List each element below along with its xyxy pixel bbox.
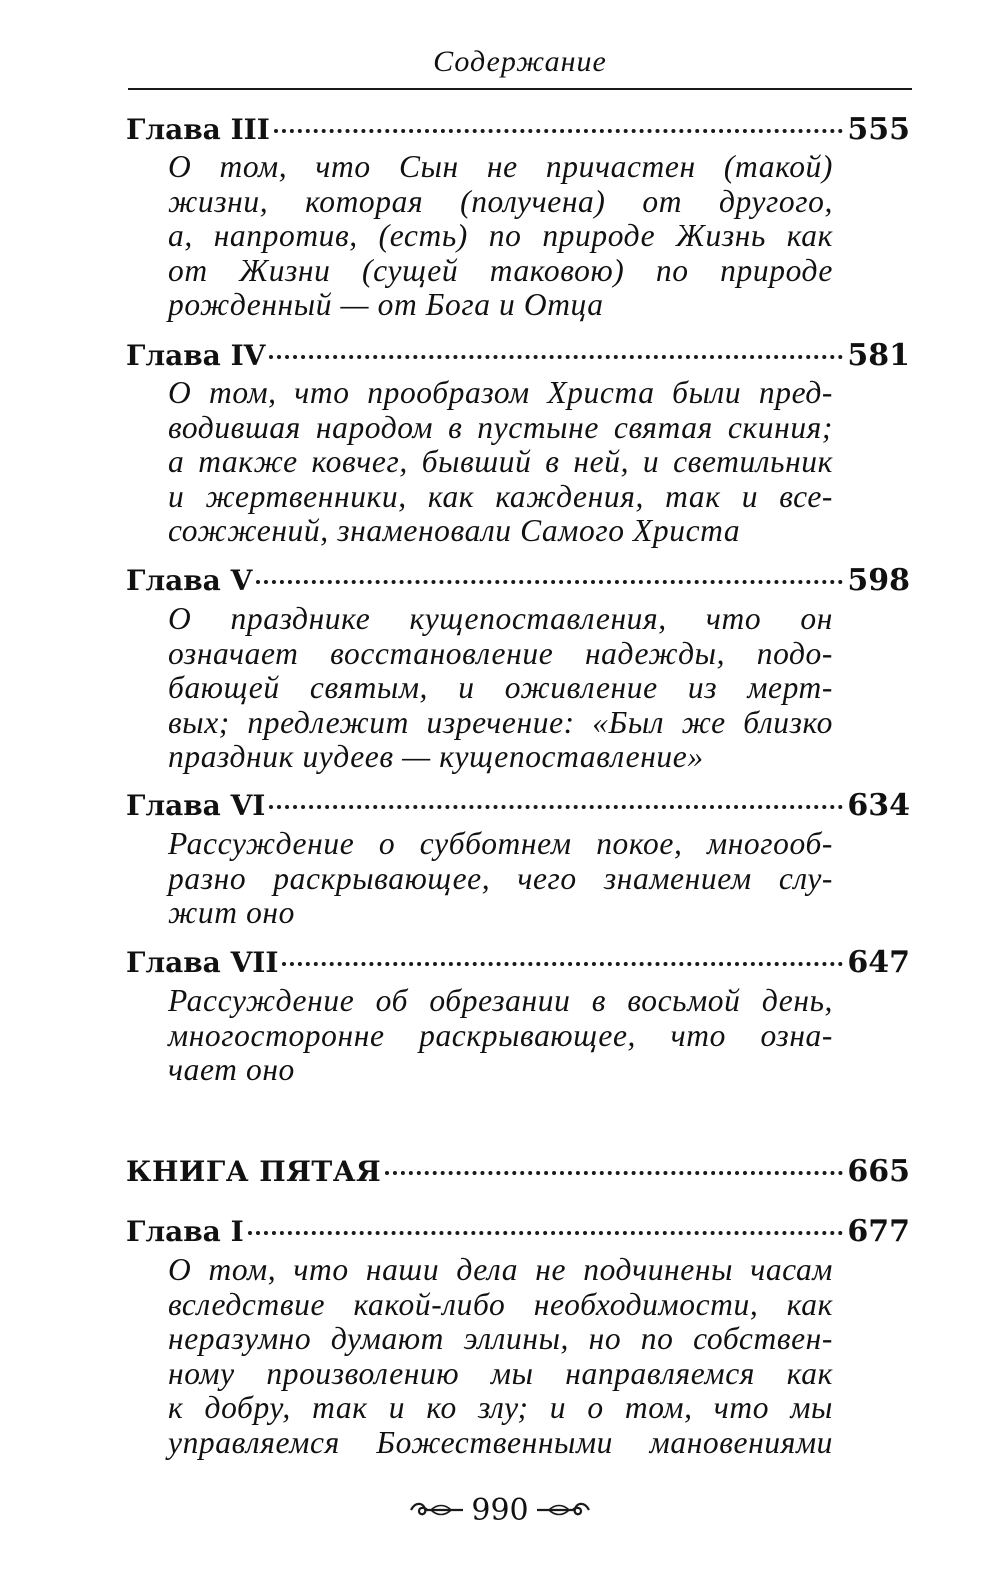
description-line: жизни, которая (получена) от другого,: [168, 183, 833, 219]
description-line: О том, что Сын не причастен (такой): [168, 149, 833, 184]
toc-description: [168, 150, 833, 323]
toc-label: Глава VI: [126, 789, 266, 822]
description-line: а, напротив, (есть) по природе Жизнь как: [168, 218, 833, 253]
toc-entry-chapter-4: [126, 338, 910, 378]
description-line: водившая народом в пустыне святая скиния;: [168, 409, 833, 445]
description-line: бающей святым, и оживление из мерт-: [168, 670, 833, 705]
toc-label: Глава IV: [126, 339, 266, 372]
description-line: управляемся Божественными мановениями: [168, 1424, 833, 1460]
toc-entry-chapter-1: [126, 1214, 910, 1254]
dot-leader: [385, 1171, 843, 1175]
description-line: чает оно: [168, 1052, 295, 1087]
toc-page-number: 555: [847, 112, 910, 147]
toc-description: [168, 827, 833, 931]
toc-page-number: 581: [847, 338, 910, 373]
toc-entry-chapter-7: [126, 945, 910, 985]
page-number: 990: [471, 1492, 529, 1528]
description-line: вых; предлежит изречение: «Был же близко: [168, 704, 833, 740]
toc-description: [168, 1253, 833, 1460]
toc-page-number: 677: [847, 1214, 910, 1249]
header-title: Содержание: [433, 45, 607, 78]
description-line: О том, что прообразом Христа были пред-: [168, 375, 833, 410]
toc-page-number: 665: [847, 1154, 910, 1189]
description-line: Рассуждение об обрезании в восьмой день,: [168, 983, 833, 1018]
right-ornament-icon: [535, 1500, 593, 1520]
description-line: жит оно: [168, 895, 296, 930]
description-line: и жертвенники, как каждения, так и все-: [168, 478, 833, 514]
left-ornament-icon: [407, 1500, 465, 1520]
toc-entry-chapter-5: [126, 563, 910, 603]
dot-leader: [256, 580, 843, 584]
toc-description: [168, 984, 833, 1088]
description-line: сожжений, знаменовали Самого Христа: [168, 513, 741, 548]
dot-leader: [269, 805, 843, 809]
toc-entry-chapter-6: [126, 788, 910, 828]
dot-leader: [274, 129, 844, 133]
toc-label: Глава III: [126, 113, 270, 146]
dot-leader: [248, 1231, 844, 1235]
toc-page-number: 634: [847, 788, 910, 823]
toc-label: Глава V: [126, 564, 253, 597]
description-line: Рассуждение о субботнем покое, многооб-: [168, 826, 833, 861]
description-line: разно раскрывающее, чего знамением слу-: [168, 860, 833, 896]
description-line: к добру, так и ко злу; и о том, что мы: [168, 1390, 833, 1425]
description-line: от Жизни (сущей таковою) по природе: [168, 252, 833, 288]
description-line: ному произволению мы направляемся как: [168, 1355, 833, 1391]
toc-label: Глава VII: [126, 946, 279, 979]
description-line: означает восстановление надежды, подо-: [168, 635, 833, 671]
description-line: рожденный — от Бога и Отца: [168, 287, 604, 322]
description-line: неразумно думают эллины, но по собствен-: [168, 1321, 833, 1356]
dot-leader: [269, 355, 843, 359]
description-line: а также ковчег, бывший в ней, и светильник: [168, 444, 833, 479]
toc-description: [168, 602, 833, 775]
page-footer: [0, 1490, 1000, 1530]
dot-leader: [282, 962, 843, 966]
description-line: О том, что наши дела не подчинены часам: [168, 1252, 833, 1287]
description-line: вследствие какой-либо необходимости, как: [168, 1286, 833, 1322]
toc-label: Глава I: [126, 1215, 244, 1248]
toc-entry-chapter-3: [126, 112, 910, 152]
toc-page-number: 598: [847, 563, 910, 598]
description-line: О празднике кущепоставления, что он: [168, 601, 833, 636]
toc-label: КНИГА ПЯТАЯ: [126, 1155, 382, 1188]
toc-entry-book-5: [126, 1154, 910, 1194]
description-line: многосторонне раскрывающее, что озна-: [168, 1017, 833, 1053]
toc-page-number: 647: [847, 945, 910, 980]
running-header: [128, 40, 912, 90]
description-line: праздник иудеев — кущепоставление»: [168, 739, 704, 774]
toc-description: [168, 376, 833, 549]
